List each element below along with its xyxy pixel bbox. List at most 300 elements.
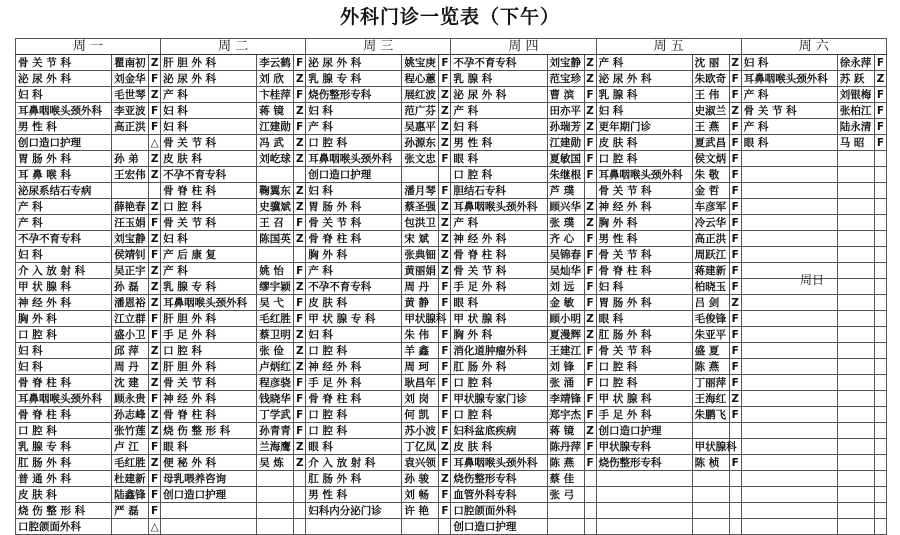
doctor-cell: 陈 桢 bbox=[692, 455, 729, 471]
doctor-cell bbox=[837, 167, 874, 183]
clinic-type-cell: Z bbox=[294, 135, 306, 151]
clinic-type-cell: F bbox=[729, 167, 741, 183]
doctor-cell: 潘月琴 bbox=[402, 183, 439, 199]
doctor-cell bbox=[257, 247, 294, 263]
clinic-type-cell: F bbox=[584, 295, 596, 311]
department-cell: 手 足 外 科 bbox=[306, 375, 402, 391]
doctor-cell: 朱亚平 bbox=[692, 327, 729, 343]
doctor-cell: 朱鹏飞 bbox=[692, 407, 729, 423]
department-cell: 产 科 bbox=[741, 119, 837, 135]
table-row bbox=[16, 423, 887, 439]
department-cell: 产 后 康 复 bbox=[161, 247, 257, 263]
doctor-cell: 程心蕙 bbox=[402, 71, 439, 87]
table-row bbox=[16, 487, 887, 503]
doctor-cell: 刘宝静 bbox=[112, 231, 149, 247]
clinic-type-cell: Z bbox=[294, 455, 306, 471]
clinic-type-cell bbox=[874, 327, 886, 343]
department-cell bbox=[741, 247, 837, 263]
department-cell bbox=[741, 199, 837, 215]
clinic-type-cell bbox=[439, 519, 451, 535]
clinic-type-cell: Z bbox=[584, 215, 596, 231]
doctor-cell: 盛 夏 bbox=[692, 343, 729, 359]
department-cell: 肛 肠 外 科 bbox=[596, 327, 692, 343]
doctor-cell: 王 燕 bbox=[692, 119, 729, 135]
department-cell bbox=[741, 295, 837, 311]
clinic-type-cell: F bbox=[294, 87, 306, 103]
clinic-type-cell: F bbox=[584, 87, 596, 103]
table-row bbox=[16, 167, 887, 183]
clinic-type-cell bbox=[294, 471, 306, 487]
doctor-cell: 孙源东 bbox=[402, 135, 439, 151]
clinic-type-cell bbox=[439, 167, 451, 183]
clinic-type-cell: F bbox=[294, 119, 306, 135]
doctor-cell: 王 召 bbox=[257, 215, 294, 231]
clinic-type-cell: F bbox=[439, 407, 451, 423]
clinic-type-cell: Z bbox=[149, 231, 161, 247]
clinic-type-cell bbox=[874, 215, 886, 231]
department-cell: 烧 伤 整 形 科 bbox=[161, 423, 257, 439]
department-cell: 神 经 外 科 bbox=[16, 295, 112, 311]
doctor-cell: 许 艳 bbox=[402, 503, 439, 519]
doctor-cell: 毛红胜 bbox=[112, 455, 149, 471]
doctor-cell: 甲状腺科 bbox=[402, 311, 439, 327]
clinic-type-cell: F bbox=[439, 55, 451, 71]
table-row bbox=[16, 343, 887, 359]
department-cell: 男 性 科 bbox=[16, 119, 112, 135]
clinic-type-cell: F bbox=[439, 391, 451, 407]
doctor-cell: 卢炳红 bbox=[257, 359, 294, 375]
department-cell: 妇 科 bbox=[161, 231, 257, 247]
clinic-type-cell: Z bbox=[149, 455, 161, 471]
table-row bbox=[16, 199, 887, 215]
department-cell: 耳 鼻 喉 科 bbox=[16, 167, 112, 183]
department-cell: 男 性 科 bbox=[306, 487, 402, 503]
clinic-type-cell: Z bbox=[149, 423, 161, 439]
doctor-cell: 孙 骏 bbox=[402, 471, 439, 487]
department-cell: 口 腔 科 bbox=[596, 151, 692, 167]
department-cell: 妇科内分泌门诊 bbox=[306, 503, 402, 519]
table-row bbox=[16, 327, 887, 343]
doctor-cell: 江建勋 bbox=[547, 135, 584, 151]
clinic-type-cell: F bbox=[584, 279, 596, 295]
day-header-tue: 周 二 bbox=[161, 39, 306, 55]
clinic-type-cell: F bbox=[294, 407, 306, 423]
clinic-type-cell: Z bbox=[294, 103, 306, 119]
doctor-cell: 柏晓玉 bbox=[692, 279, 729, 295]
clinic-type-cell bbox=[874, 295, 886, 311]
day-header-thu: 周 四 bbox=[451, 39, 596, 55]
department-cell bbox=[741, 407, 837, 423]
doctor-cell: 卢 江 bbox=[112, 439, 149, 455]
clinic-type-cell: Z bbox=[294, 343, 306, 359]
clinic-type-cell: F bbox=[729, 311, 741, 327]
doctor-cell bbox=[112, 519, 149, 535]
doctor-cell: 孙 磊 bbox=[112, 279, 149, 295]
department-cell: 甲状腺专家门诊 bbox=[451, 391, 547, 407]
department-cell bbox=[596, 487, 692, 503]
doctor-cell: 蒋 镜 bbox=[547, 423, 584, 439]
doctor-cell: 张 涌 bbox=[547, 375, 584, 391]
doctor-cell: 刘 畅 bbox=[402, 487, 439, 503]
department-cell bbox=[741, 487, 837, 503]
doctor-cell: 曹 滨 bbox=[547, 87, 584, 103]
clinic-type-cell: F bbox=[729, 87, 741, 103]
department-cell: 皮 肤 科 bbox=[451, 439, 547, 455]
clinic-type-cell: Z bbox=[149, 343, 161, 359]
department-cell bbox=[741, 167, 837, 183]
doctor-cell: 冷云华 bbox=[692, 215, 729, 231]
clinic-type-cell: F bbox=[439, 455, 451, 471]
department-cell: 胃 肠 外 科 bbox=[596, 295, 692, 311]
clinic-type-cell: Z bbox=[584, 119, 596, 135]
department-cell: 妇 科 bbox=[306, 103, 402, 119]
clinic-type-cell bbox=[874, 439, 886, 455]
clinic-type-cell: F bbox=[149, 119, 161, 135]
table-row bbox=[16, 455, 887, 471]
department-cell: 骨 关 节 科 bbox=[741, 103, 837, 119]
doctor-cell: 苏 跃 bbox=[837, 71, 874, 87]
department-cell: 口 腔 科 bbox=[161, 343, 257, 359]
doctor-cell bbox=[692, 423, 729, 439]
doctor-cell: 刘金华 bbox=[112, 71, 149, 87]
doctor-cell: 冯 武 bbox=[257, 135, 294, 151]
table-row bbox=[16, 279, 887, 295]
doctor-cell: 周 丹 bbox=[402, 279, 439, 295]
department-cell: 眼 科 bbox=[596, 311, 692, 327]
clinic-type-cell: Z bbox=[584, 55, 596, 71]
department-cell: 血管外科专科 bbox=[451, 487, 547, 503]
doctor-cell: 金 哲 bbox=[692, 183, 729, 199]
day-header-fri: 周 五 bbox=[596, 39, 741, 55]
clinic-type-cell: F bbox=[584, 375, 596, 391]
department-cell: 耳鼻咽喉头颈外科 bbox=[16, 103, 112, 119]
department-cell: 口 腔 科 bbox=[451, 375, 547, 391]
doctor-cell bbox=[692, 519, 729, 535]
doctor-cell: 吴正宇 bbox=[112, 263, 149, 279]
department-cell: 创口造口护理 bbox=[161, 487, 257, 503]
table-row bbox=[16, 247, 887, 263]
department-cell: 胆结石专科 bbox=[451, 183, 547, 199]
doctor-cell: 李亚波 bbox=[112, 103, 149, 119]
department-cell: 皮 肤 科 bbox=[596, 135, 692, 151]
department-cell: 肝 胆 外 科 bbox=[161, 55, 257, 71]
doctor-cell: 张竹莲 bbox=[112, 423, 149, 439]
clinic-type-cell: F bbox=[584, 391, 596, 407]
department-cell: 骨 关 节 科 bbox=[16, 55, 112, 71]
doctor-cell bbox=[402, 519, 439, 535]
clinic-type-cell: Z bbox=[874, 71, 886, 87]
department-cell: 不孕不育专科 bbox=[161, 167, 257, 183]
doctor-cell: 张典钿 bbox=[402, 247, 439, 263]
doctor-cell: 陈国英 bbox=[257, 231, 294, 247]
clinic-type-cell: F bbox=[439, 375, 451, 391]
clinic-type-cell: F bbox=[439, 503, 451, 519]
clinic-type-cell bbox=[874, 519, 886, 535]
clinic-type-cell: F bbox=[294, 311, 306, 327]
clinic-type-cell: Z bbox=[729, 55, 741, 71]
doctor-cell: 蔡圣强 bbox=[402, 199, 439, 215]
clinic-type-cell: F bbox=[874, 55, 886, 71]
department-cell bbox=[741, 183, 837, 199]
clinic-type-cell: F bbox=[729, 327, 741, 343]
clinic-type-cell: Z bbox=[439, 119, 451, 135]
department-cell: 妇 科 bbox=[451, 119, 547, 135]
department-cell: 产 科 bbox=[451, 103, 547, 119]
department-cell bbox=[741, 215, 837, 231]
doctor-cell: 兰海鹰 bbox=[257, 439, 294, 455]
table-row bbox=[16, 295, 887, 311]
department-cell: 骨 脊 柱 科 bbox=[306, 231, 402, 247]
doctor-cell: 田亦平 bbox=[547, 103, 584, 119]
clinic-type-cell: Z bbox=[439, 215, 451, 231]
department-cell: 耳鼻咽喉头颈外科 bbox=[16, 391, 112, 407]
department-cell: 消化道肿瘤外科 bbox=[451, 343, 547, 359]
doctor-cell: 汪玉娟 bbox=[112, 215, 149, 231]
clinic-type-cell: Z bbox=[584, 103, 596, 119]
doctor-cell bbox=[837, 487, 874, 503]
clinic-type-cell bbox=[874, 391, 886, 407]
department-cell: 眼 科 bbox=[451, 151, 547, 167]
department-cell: 肝 胆 外 科 bbox=[161, 311, 257, 327]
doctor-cell bbox=[257, 503, 294, 519]
department-cell: 口腔颌面外科 bbox=[16, 519, 112, 535]
doctor-cell: 范宝珍 bbox=[547, 71, 584, 87]
department-cell: 手 足 外 科 bbox=[161, 327, 257, 343]
department-cell: 骨 脊 柱 科 bbox=[161, 407, 257, 423]
doctor-cell: 毛红胜 bbox=[257, 311, 294, 327]
doctor-cell bbox=[547, 519, 584, 535]
department-cell: 介 入 放 射 科 bbox=[16, 263, 112, 279]
doctor-cell: 吴惠平 bbox=[402, 119, 439, 135]
department-cell bbox=[596, 519, 692, 535]
doctor-cell: 姚宝庚 bbox=[402, 55, 439, 71]
doctor-cell: 顾永贵 bbox=[112, 391, 149, 407]
clinic-type-cell: F bbox=[149, 311, 161, 327]
clinic-type-cell: Z bbox=[149, 87, 161, 103]
clinic-type-cell: Z bbox=[149, 279, 161, 295]
doctor-cell: 马 昭 bbox=[837, 135, 874, 151]
clinic-type-cell bbox=[874, 231, 886, 247]
doctor-cell bbox=[112, 135, 149, 151]
clinic-type-cell: F bbox=[294, 55, 306, 71]
clinic-type-cell: Z bbox=[149, 263, 161, 279]
department-cell: 妇 科 bbox=[741, 55, 837, 71]
clinic-type-cell: F bbox=[584, 407, 596, 423]
day-header-sat: 周 六 bbox=[741, 39, 886, 55]
department-cell: 骨 关 节 科 bbox=[596, 247, 692, 263]
department-cell: 肛 肠 外 科 bbox=[16, 455, 112, 471]
department-cell: 妇 科 bbox=[16, 247, 112, 263]
clinic-type-cell bbox=[874, 503, 886, 519]
doctor-cell bbox=[547, 503, 584, 519]
doctor-cell: 丁亿凤 bbox=[402, 439, 439, 455]
clinic-type-cell: F bbox=[294, 295, 306, 311]
department-cell: 便 秘 外 科 bbox=[161, 455, 257, 471]
department-cell bbox=[741, 359, 837, 375]
clinic-type-cell bbox=[874, 151, 886, 167]
department-cell: 产 科 bbox=[16, 199, 112, 215]
department-cell: 介 入 放 射 科 bbox=[306, 455, 402, 471]
doctor-cell: 丁丽萍 bbox=[692, 375, 729, 391]
sunday-label: 周日 bbox=[800, 273, 825, 287]
department-cell: 产 科 bbox=[596, 55, 692, 71]
day-header-wed: 周 三 bbox=[306, 39, 451, 55]
department-cell bbox=[596, 471, 692, 487]
doctor-cell: 毛世琴 bbox=[112, 87, 149, 103]
doctor-cell: 周 丹 bbox=[112, 359, 149, 375]
clinic-type-cell bbox=[729, 471, 741, 487]
table-row bbox=[16, 151, 887, 167]
doctor-cell: 陈丹萍 bbox=[547, 439, 584, 455]
clinic-type-cell: Z bbox=[584, 327, 596, 343]
clinic-type-cell bbox=[294, 167, 306, 183]
table-row bbox=[16, 375, 887, 391]
doctor-cell: 孙志峰 bbox=[112, 407, 149, 423]
department-cell: 神 经 外 科 bbox=[161, 391, 257, 407]
doctor-cell: 沈 丽 bbox=[692, 55, 729, 71]
doctor-cell: 薛艳春 bbox=[112, 199, 149, 215]
doctor-cell: 吴 炼 bbox=[257, 455, 294, 471]
department-cell: 耳鼻咽喉头颈外科 bbox=[451, 455, 547, 471]
department-cell: 骨 关 节 科 bbox=[451, 263, 547, 279]
department-cell: 妇科盆底疾病 bbox=[451, 423, 547, 439]
doctor-cell bbox=[837, 311, 874, 327]
table-row bbox=[16, 103, 887, 119]
doctor-cell: 齐 心 bbox=[547, 231, 584, 247]
doctor-cell: 陆鑫锋 bbox=[112, 487, 149, 503]
department-cell bbox=[741, 439, 837, 455]
department-cell: 泌尿系结石专病 bbox=[16, 183, 112, 199]
clinic-type-cell bbox=[874, 167, 886, 183]
doctor-cell: 刘 锋 bbox=[547, 359, 584, 375]
clinic-type-cell: Z bbox=[439, 135, 451, 151]
doctor-cell: 姚 怡 bbox=[257, 263, 294, 279]
doctor-cell bbox=[837, 151, 874, 167]
doctor-cell: 范广芬 bbox=[402, 103, 439, 119]
doctor-cell: 张 璞 bbox=[547, 215, 584, 231]
doctor-cell: 孙瑞芳 bbox=[547, 119, 584, 135]
department-cell: 产 科 bbox=[741, 87, 837, 103]
doctor-cell: 王海红 bbox=[692, 391, 729, 407]
doctor-cell bbox=[837, 199, 874, 215]
doctor-cell bbox=[837, 359, 874, 375]
department-cell bbox=[741, 455, 837, 471]
table-row bbox=[16, 359, 887, 375]
department-cell bbox=[741, 311, 837, 327]
department-cell: 骨 脊 柱 科 bbox=[306, 391, 402, 407]
doctor-cell: 刘 远 bbox=[547, 279, 584, 295]
table-row bbox=[16, 391, 887, 407]
doctor-cell bbox=[692, 487, 729, 503]
clinic-type-cell: Z bbox=[294, 231, 306, 247]
clinic-type-cell: Z bbox=[584, 423, 596, 439]
doctor-cell bbox=[402, 167, 439, 183]
department-cell: 耳鼻咽喉头颈外科 bbox=[596, 167, 692, 183]
department-cell: 泌 尿 外 科 bbox=[451, 87, 547, 103]
clinic-type-cell bbox=[874, 487, 886, 503]
doctor-cell: 包洪卫 bbox=[402, 215, 439, 231]
doctor-cell: 刘宝静 bbox=[547, 55, 584, 71]
department-cell: 胸 外 科 bbox=[596, 215, 692, 231]
day-header-mon: 周 一 bbox=[16, 39, 161, 55]
clinic-type-cell: F bbox=[874, 135, 886, 151]
table-row bbox=[16, 311, 887, 327]
department-cell: 不孕不育专科 bbox=[306, 279, 402, 295]
department-cell: 乳 腺 科 bbox=[596, 87, 692, 103]
department-cell: 胸 外 科 bbox=[306, 247, 402, 263]
clinic-type-cell bbox=[729, 423, 741, 439]
doctor-cell: 蔡 佳 bbox=[547, 471, 584, 487]
clinic-type-cell bbox=[874, 423, 886, 439]
table-row bbox=[16, 471, 887, 487]
department-cell bbox=[741, 519, 837, 535]
table-row bbox=[16, 135, 887, 151]
doctor-cell: 张 弓 bbox=[547, 487, 584, 503]
clinic-type-cell: F bbox=[729, 263, 741, 279]
clinic-type-cell: F bbox=[439, 327, 451, 343]
department-cell: 创口造口护理 bbox=[306, 167, 402, 183]
clinic-type-cell: F bbox=[294, 423, 306, 439]
clinic-type-cell: F bbox=[439, 151, 451, 167]
doctor-cell: 严 磊 bbox=[112, 503, 149, 519]
clinic-type-cell bbox=[874, 199, 886, 215]
department-cell: 乳 腺 专 科 bbox=[16, 439, 112, 455]
clinic-type-cell: Z bbox=[294, 199, 306, 215]
department-cell: 产 科 bbox=[161, 263, 257, 279]
clinic-type-cell: F bbox=[439, 183, 451, 199]
table-row bbox=[16, 407, 887, 423]
doctor-cell: 夏漫辉 bbox=[547, 327, 584, 343]
department-cell: 口 腔 科 bbox=[16, 327, 112, 343]
clinic-type-cell: Z bbox=[294, 359, 306, 375]
department-cell: 烧伤整形专科 bbox=[306, 87, 402, 103]
department-cell: 耳鼻咽喉头颈外科 bbox=[306, 151, 402, 167]
clinic-type-cell: F bbox=[729, 375, 741, 391]
department-cell: 骨 关 节 科 bbox=[161, 375, 257, 391]
doctor-cell: 张 俭 bbox=[257, 343, 294, 359]
doctor-cell: 吴灿华 bbox=[547, 263, 584, 279]
doctor-cell: 夏武昌 bbox=[692, 135, 729, 151]
clinic-type-cell: F bbox=[729, 135, 741, 151]
clinic-type-cell bbox=[874, 471, 886, 487]
clinic-type-cell: F bbox=[294, 391, 306, 407]
department-cell: 男 性 科 bbox=[451, 135, 547, 151]
doctor-cell: 潘恩裕 bbox=[112, 295, 149, 311]
department-cell bbox=[306, 519, 402, 535]
department-cell: 骨 脊 柱 科 bbox=[16, 375, 112, 391]
clinic-type-cell bbox=[874, 375, 886, 391]
table-row bbox=[16, 183, 887, 199]
clinic-type-cell bbox=[874, 279, 886, 295]
clinic-type-cell: F bbox=[584, 135, 596, 151]
doctor-cell bbox=[257, 471, 294, 487]
department-cell: 乳 腺 专 科 bbox=[161, 279, 257, 295]
clinic-type-cell bbox=[874, 407, 886, 423]
clinic-type-cell: F bbox=[149, 391, 161, 407]
clinic-type-cell: F bbox=[584, 455, 596, 471]
department-cell: 口 腔 科 bbox=[161, 199, 257, 215]
doctor-cell: 宋 斌 bbox=[402, 231, 439, 247]
department-cell: 口 腔 科 bbox=[306, 343, 402, 359]
clinic-type-cell: Z bbox=[149, 55, 161, 71]
department-cell bbox=[161, 503, 257, 519]
doctor-cell: 朱 敬 bbox=[692, 167, 729, 183]
clinic-type-cell: F bbox=[729, 183, 741, 199]
clinic-type-cell: F bbox=[149, 103, 161, 119]
doctor-cell: 盛小卫 bbox=[112, 327, 149, 343]
doctor-cell bbox=[837, 231, 874, 247]
table-row bbox=[16, 119, 887, 135]
